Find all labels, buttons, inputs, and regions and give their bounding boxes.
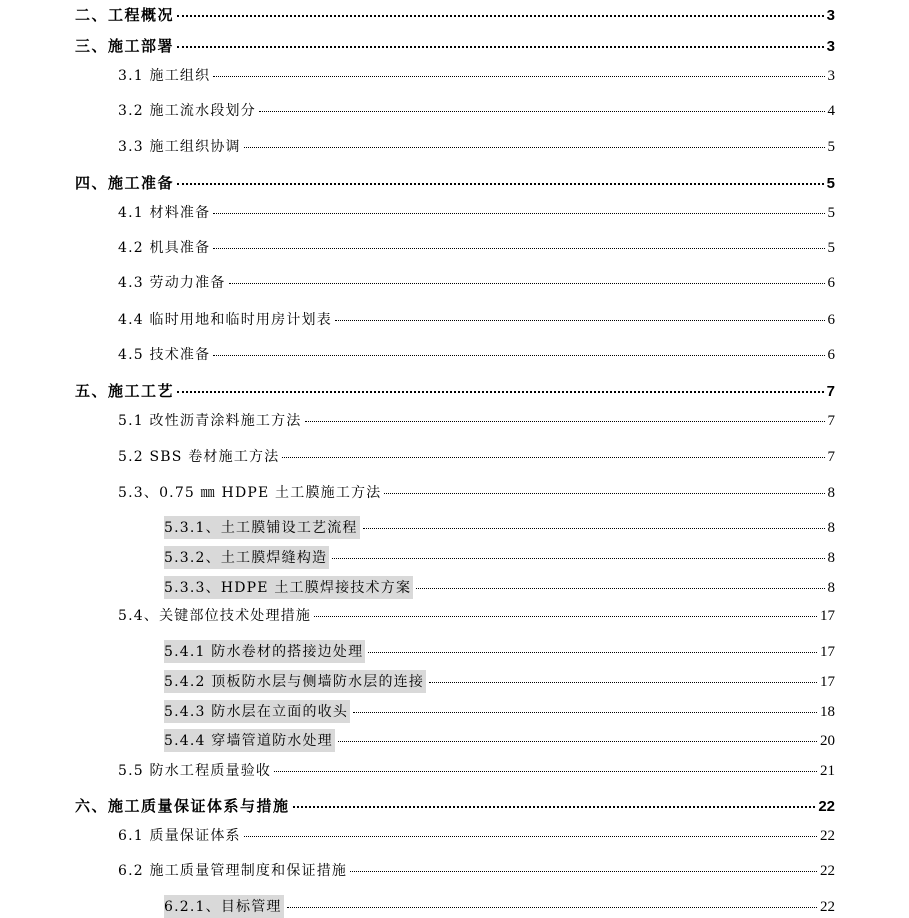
toc-entry-label: 二、工程概况 [75, 6, 175, 24]
toc-entry-label: 6.2 施工质量管理制度和保证措施 [118, 863, 348, 879]
dot-leader [338, 741, 817, 742]
toc-entry-label: 3.3 施工组织协调 [118, 139, 241, 155]
dot-leader [177, 391, 824, 393]
toc-entry-page: 22 [820, 899, 835, 915]
dot-leader [213, 76, 824, 77]
toc-entry-page: 7 [827, 413, 835, 429]
dot-leader [287, 907, 817, 908]
toc-entry-label: 3.1 施工组织 [118, 68, 211, 84]
toc-entry-chapter-4[interactable] [75, 172, 835, 192]
toc-entry-label: 5.3.1、土工膜铺设工艺流程 [164, 516, 360, 539]
toc-entry-page: 5 [827, 139, 835, 155]
toc-entry-4-4[interactable] [118, 309, 835, 329]
dot-leader [293, 806, 816, 808]
toc-entry-5-4-4[interactable] [164, 729, 835, 751]
toc-entry-page: 7 [827, 449, 835, 465]
dot-leader [244, 147, 825, 148]
toc-entry-label: 5.1 改性沥青涂料施工方法 [118, 413, 302, 429]
dot-leader [213, 248, 824, 249]
toc-entry-page: 22 [818, 798, 835, 815]
dot-leader [384, 493, 824, 494]
toc-entry-chapter-5[interactable] [75, 380, 835, 400]
dot-leader [259, 111, 825, 112]
toc-entry-page: 8 [827, 520, 835, 536]
toc-entry-page: 6 [827, 312, 835, 328]
toc-entry-label: 4.1 材料准备 [118, 205, 211, 221]
toc-entry-3-3[interactable] [118, 136, 835, 156]
toc-entry-page: 3 [827, 68, 835, 84]
toc-entry-5-5[interactable] [118, 760, 835, 780]
toc-entry-label: 三、施工部署 [75, 37, 175, 55]
dot-leader [229, 283, 825, 284]
toc-entry-page: 22 [820, 828, 835, 844]
dot-leader [332, 558, 824, 559]
toc-entry-page: 3 [826, 7, 835, 24]
dot-leader [350, 871, 817, 872]
toc-entry-label: 5.4.3 防水层在立面的收头 [164, 700, 350, 723]
dot-leader [213, 213, 824, 214]
toc-entry-page: 21 [820, 763, 835, 779]
dot-leader [177, 15, 824, 17]
toc-entry-chapter-6[interactable] [75, 795, 835, 815]
toc-entry-label: 6.2.1、目标管理 [164, 895, 284, 918]
toc-entry-page: 18 [820, 704, 835, 720]
toc-entry-label: 五、施工工艺 [75, 382, 175, 400]
toc-entry-label: 5.4.1 防水卷材的搭接边处理 [164, 640, 365, 663]
toc-entry-page: 3 [826, 38, 835, 55]
toc-entry-label: 4.5 技术准备 [118, 347, 211, 363]
toc-entry-label: 4.3 劳动力准备 [118, 275, 226, 291]
dot-leader [213, 355, 824, 356]
toc-entry-chapter-2[interactable] [75, 4, 835, 24]
toc-entry-5-3[interactable] [118, 482, 835, 502]
dot-leader [274, 771, 817, 772]
toc-entry-5-3-1[interactable] [164, 516, 835, 538]
toc-entry-3-1[interactable] [118, 65, 835, 85]
dot-leader [177, 46, 824, 48]
toc-entry-label: 5.4.4 穿墙管道防水处理 [164, 729, 335, 752]
toc-entry-4-3[interactable] [118, 272, 835, 292]
dot-leader [335, 320, 825, 321]
toc-entry-4-2[interactable] [118, 237, 835, 257]
toc-entry-label: 5.3.2、土工膜焊缝构造 [164, 546, 329, 569]
toc-entry-page: 17 [820, 608, 835, 624]
dot-leader [368, 652, 817, 653]
toc-entry-3-2[interactable] [118, 100, 835, 120]
toc-entry-page: 8 [827, 550, 835, 566]
toc-entry-5-4-2[interactable] [164, 670, 835, 692]
dot-leader [177, 183, 824, 185]
toc-entry-5-4-1[interactable] [164, 640, 835, 662]
dot-leader [363, 528, 825, 529]
toc-entry-5-1[interactable] [118, 410, 835, 430]
toc-entry-page: 5 [827, 205, 835, 221]
toc-entry-page: 5 [826, 175, 835, 192]
toc-entry-page: 6 [827, 347, 835, 363]
toc-entry-label: 5.4、关键部位技术处理措施 [118, 608, 312, 624]
toc-entry-label: 5.3、0.75 ㎜ HDPE 土工膜施工方法 [118, 485, 382, 501]
toc-entry-label: 4.2 机具准备 [118, 240, 211, 256]
toc-entry-label: 3.2 施工流水段划分 [118, 103, 256, 119]
toc-entry-6-2-1[interactable] [164, 895, 835, 917]
toc-entry-5-3-3[interactable] [164, 576, 835, 598]
toc-entry-page: 7 [826, 383, 835, 400]
toc-entry-page: 4 [827, 103, 835, 119]
toc-entry-page: 17 [820, 674, 835, 690]
dot-leader [314, 616, 817, 617]
toc-entry-5-2[interactable] [118, 446, 835, 466]
toc-entry-chapter-3[interactable] [75, 35, 835, 55]
toc-entry-page: 8 [827, 580, 835, 596]
dot-leader [416, 588, 824, 589]
toc-entry-label: 5.3.3、HDPE 土工膜焊接技术方案 [164, 576, 413, 599]
toc-entry-page: 22 [820, 863, 835, 879]
dot-leader [244, 836, 817, 837]
toc-entry-label: 5.5 防水工程质量验收 [118, 763, 272, 779]
dot-leader [305, 421, 825, 422]
toc-entry-5-4-3[interactable] [164, 700, 835, 722]
toc-entry-label: 5.4.2 顶板防水层与侧墙防水层的连接 [164, 670, 426, 693]
toc-entry-page: 20 [820, 733, 835, 749]
toc-entry-5-3-2[interactable] [164, 546, 835, 568]
toc-entry-label: 四、施工准备 [75, 174, 175, 192]
toc-entry-page: 6 [827, 275, 835, 291]
toc-entry-label: 5.2 SBS 卷材施工方法 [118, 449, 280, 465]
toc-entry-6-2[interactable] [118, 860, 835, 880]
toc-entry-label: 4.4 临时用地和临时用房计划表 [118, 312, 332, 328]
toc-entry-page: 17 [820, 644, 835, 660]
toc-entry-5-4[interactable] [118, 605, 835, 625]
toc-entry-label: 六、施工质量保证体系与措施 [75, 797, 290, 815]
toc-entry-label: 6.1 质量保证体系 [118, 828, 241, 844]
toc-entry-4-1[interactable] [118, 202, 835, 222]
dot-leader [282, 457, 824, 458]
toc-entry-page: 5 [827, 240, 835, 256]
toc-entry-page: 8 [827, 485, 835, 501]
toc-entry-4-5[interactable] [118, 344, 835, 364]
dot-leader [429, 682, 817, 683]
dot-leader [353, 712, 817, 713]
toc-entry-6-1[interactable] [118, 825, 835, 845]
